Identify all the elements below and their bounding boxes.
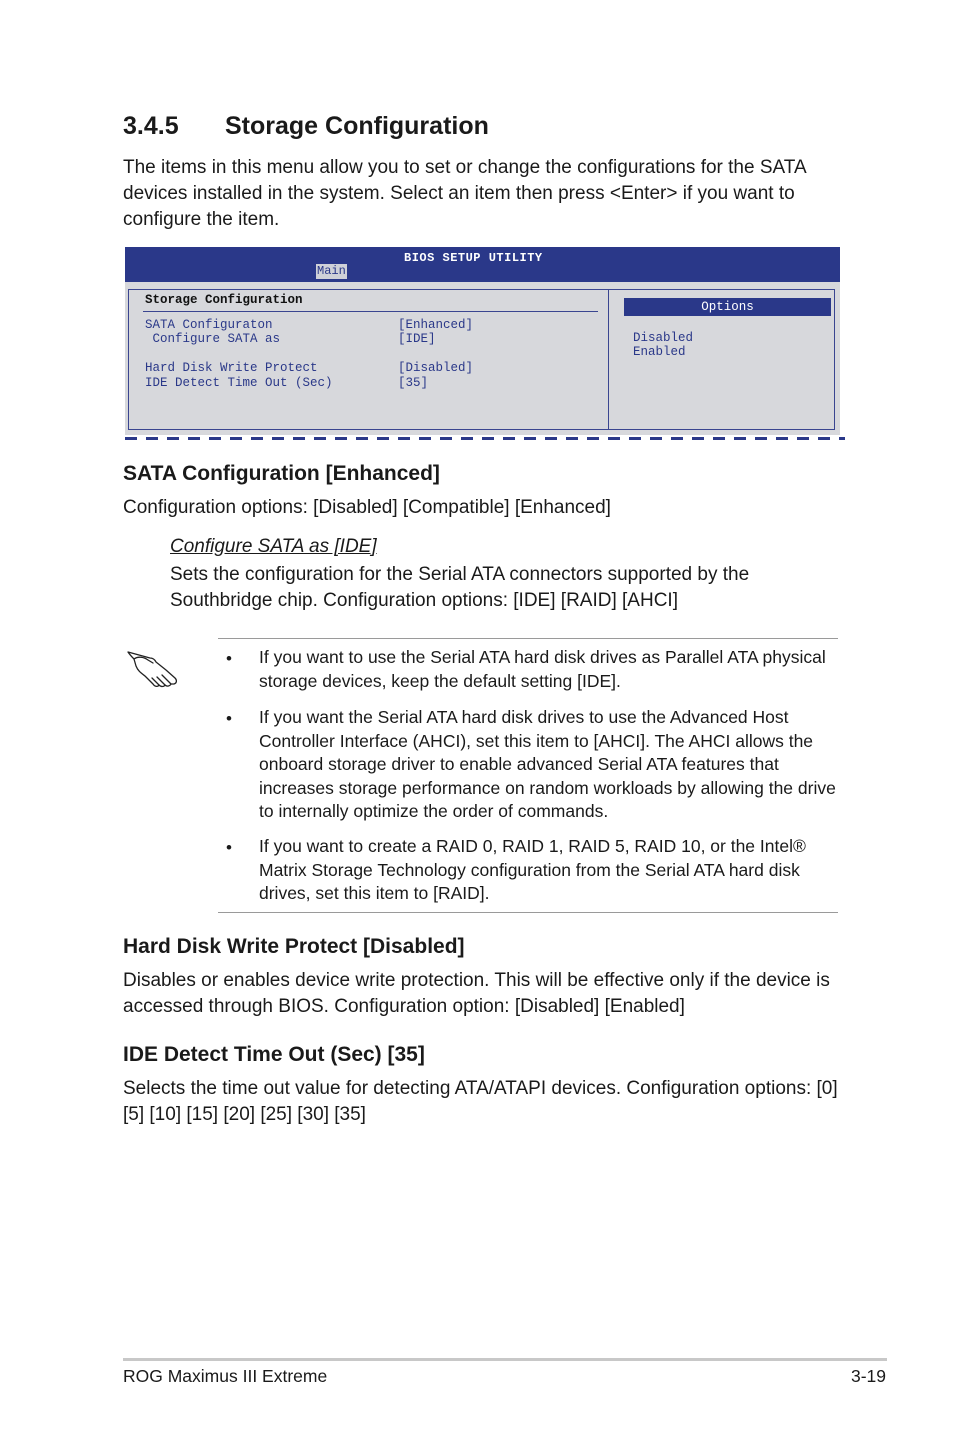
note-item-1: If you want to use the Serial ATA hard disk drives as Parallel ATA physical storage devices, keep the default setting [IDE]. xyxy=(259,647,826,691)
bios-divider xyxy=(608,290,609,429)
bios-frame xyxy=(128,289,835,430)
note-item-3: If you want to create a RAID 0, RAID 1, RAID 5, RAID 10, or the Intel® Matrix Storage Technology configuration from the Serial ATA hard disk drives, set this item to [RAID]. xyxy=(259,836,806,903)
footer-page-number: 3-19 xyxy=(850,1366,886,1386)
bios-header xyxy=(125,247,840,282)
bios-item-configure-sata-as[interactable]: Configure SATA as xyxy=(145,332,281,346)
configure-sata-heading: Configure SATA as [IDE] xyxy=(170,536,377,557)
note-bullet-2: • xyxy=(226,709,232,728)
bios-value-ide-detect-time-out[interactable]: [35] xyxy=(398,376,429,390)
hand-pointer-icon xyxy=(126,643,180,689)
ide-timeout-heading: IDE Detect Time Out (Sec) [35] xyxy=(123,1043,425,1066)
bios-item-hard-disk-write-protect[interactable]: Hard Disk Write Protect xyxy=(145,361,318,375)
bios-tab-main[interactable]: Main xyxy=(317,264,346,278)
sata-config-options: Configuration options: [Disabled] [Compatible] [Enhanced] xyxy=(123,497,611,518)
note-item-2: If you want the Serial ATA hard disk drives to use the Advanced Host Controller Interface (AHCI), set this item to [AHCI]. The AHCI allows the onboard storage driver to enable advanced Serial ATA features that increases storage performance on random workloads by allowing the drive to internally optimize the order of commands. xyxy=(259,707,836,821)
bios-value-configure-sata-as[interactable]: [IDE] xyxy=(398,332,436,346)
bios-separator xyxy=(143,311,598,312)
section-intro: The items in this menu allow you to set or change the configurations for the SATA devices installed in the system. Select an item then press <Enter> if you want to configure the item. xyxy=(123,157,806,230)
footer-product-name: ROG Maximus III Extreme xyxy=(123,1366,328,1386)
bios-panel-title: Storage Configuration xyxy=(145,293,303,307)
bios-screenshot xyxy=(125,247,840,443)
section-title: Storage Configuration xyxy=(225,112,489,140)
bios-value-hard-disk-write-protect[interactable]: [Disabled] xyxy=(398,361,474,375)
option-disabled[interactable]: Disabled xyxy=(633,331,694,345)
options-header: Options xyxy=(624,298,831,316)
section-number: 3.4.5 xyxy=(123,112,179,140)
bios-body xyxy=(125,282,840,435)
note-bullet-1: • xyxy=(226,649,232,668)
option-enabled[interactable]: Enabled xyxy=(633,345,686,359)
bios-title: BIOS SETUP UTILITY xyxy=(404,251,543,265)
bios-item-sata-configuration[interactable]: SATA Configuraton xyxy=(145,318,273,332)
configure-sata-body: Sets the configuration for the Serial ATA connectors supported by the Southbridge chip. Configuration options: [IDE] [RAID] [AHCI] xyxy=(170,564,750,611)
footer-rule xyxy=(123,1358,887,1361)
hdd-protect-body: Disables or enables device write protection. This will be effective only if the device is accessed through BIOS. Configuration option: [Disabled] [Enabled] xyxy=(123,970,830,1017)
note-top-rule xyxy=(218,638,838,639)
note-bullet-3: • xyxy=(226,838,232,857)
note-bottom-rule xyxy=(218,912,838,913)
bios-item-ide-detect-time-out[interactable]: IDE Detect Time Out (Sec) xyxy=(145,376,333,390)
bios-value-sata-configuration[interactable]: [Enhanced] xyxy=(398,318,474,332)
hdd-protect-heading: Hard Disk Write Protect [Disabled] xyxy=(123,935,465,958)
ide-timeout-body: Selects the time out value for detecting ATA/ATAPI devices. Configuration options: [0] [5] [10] [15] [20] [25] [30] [35] xyxy=(123,1078,838,1125)
bios-dashed-border xyxy=(125,437,845,440)
sata-config-heading: SATA Configuration [Enhanced] xyxy=(123,462,440,485)
